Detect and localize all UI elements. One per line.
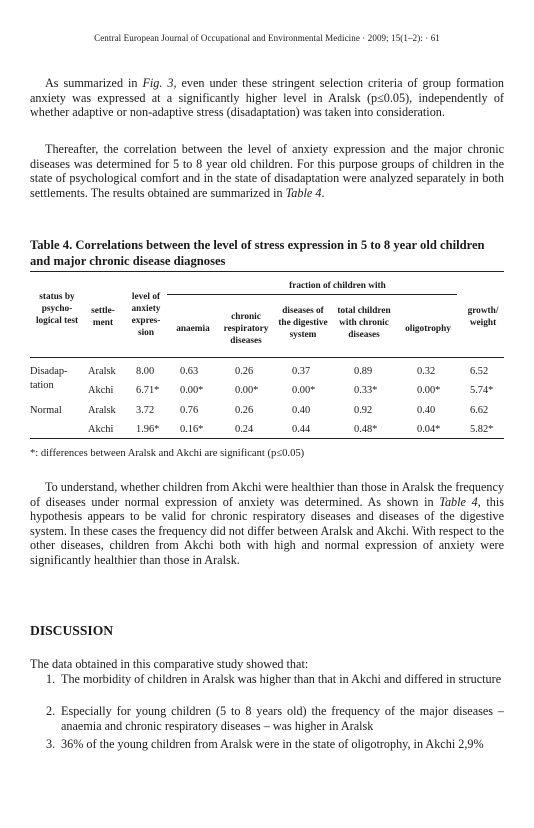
cell-total: 0.33* [354,385,378,396]
list-item [46,704,504,733]
cell-respiratory: 0.26 [235,366,254,377]
cell-oligotrophy: 0.04* [417,424,441,435]
table-top-rule [30,271,504,272]
list-item-number: 3. [46,737,56,751]
cell-digestive: 0.00* [292,385,316,396]
header-oligotrophy: oligotrophy [405,324,451,334]
table-caption-label: Table 4. [30,238,73,252]
cell-settlement: Akchi [88,424,114,435]
cell-settlement: Akchi [88,385,114,396]
cell-digestive: 0.40 [292,405,311,416]
group-label-normal: Normal [30,405,62,416]
table-reference: Table 4 [439,494,478,509]
cell-anxiety: 6.71* [136,385,160,396]
cell-growth: 5.82* [470,424,494,435]
cell-anaemia: 0.16* [180,424,204,435]
cell-digestive: 0.44 [292,424,311,435]
cell-settlement: Aralsk [88,405,116,416]
header-status: status by psycho- logical test [35,292,79,326]
cell-oligotrophy: 0.00* [417,385,441,396]
cell-oligotrophy: 0.40 [417,405,436,416]
cell-respiratory: 0.24 [235,424,254,435]
paragraph-2-text-b: . [321,185,325,200]
running-head: Central European Journal of Occupational and Environmental Medicine · 2009; 15(1–2): · 61 [94,33,440,43]
cell-settlement: Aralsk [88,366,116,377]
section-heading: DISCUSSION [30,623,114,638]
table-caption-text: Correlations between the level of stress expression in 5 to 8 year old children and major chronic disease diagnoses [30,238,485,268]
list-item-number: 1. [46,672,56,686]
paragraph-3 [30,480,504,568]
cell-total: 0.48* [354,424,378,435]
group-header-rule [167,294,457,295]
header-digestive: diseases of the digestive system [278,306,328,340]
cell-total: 0.92 [354,405,373,416]
header-settlement: settle- ment [91,306,115,328]
header-growth: growth/ weight [467,306,499,328]
cell-respiratory: 0.26 [235,405,254,416]
paragraph-1-text-b: even under these stringent selection criteria of group formation anxiety was expressed at a significantly higher level in Aralsk (p≤0.05), independently of whether adaptive or non-adaptive stress (disadaptation) was taken into consideration. [30,76,505,120]
cell-anaemia: 0.76 [180,405,199,416]
paragraph-1 [30,76,504,120]
list-item [46,737,504,752]
paragraph-3-text-b: , this hypothesis appears to be valid for chronic respiratory diseases and diseases of the digestive system. In these cases the frequency did not differ between Aralsk and Akchi. With respect to the other diseases, children from Akchi both with high and normal expression of anxiety were significantly healthier than those in Aralsk. [30,494,504,567]
cell-anaemia: 0.63 [180,366,199,377]
header-anxiety: level of anxiety expres- sion [131,292,161,338]
cell-growth: 6.62 [470,405,489,416]
table-footnote: *: differences between Aralsk and Akchi are significant (p≤0.05) [30,448,305,459]
cell-total: 0.89 [354,366,373,377]
list-intro: The data obtained in this comparative study showed that: [30,657,309,671]
header-anaemia: anaemia [176,324,210,334]
paragraph-1-text-a: As summarized in [45,76,143,90]
cell-anaemia: 0.00* [180,385,204,396]
paragraph-2-text-a: Thereafter, the correlation between the level of anxiety expression and the major chronic diseases was determined for 5 to 8 year old children. For this purpose groups of children in the state of psychological comfort and in the state of disadaptation were analyzed separately in both settlements. The results obtained are summarized in [30,142,504,200]
cell-digestive: 0.37 [292,366,311,377]
cell-growth: 6.52 [470,366,489,377]
figure-reference: Fig. 3, [142,76,177,90]
group-header: fraction of children with [289,281,386,291]
table-bottom-rule [30,438,504,439]
cell-anxiety: 1.96* [136,424,160,435]
paragraph-2 [30,142,504,200]
list-item-number: 2. [46,704,56,718]
cell-oligotrophy: 0.32 [417,366,436,377]
header-total: total children with chronic diseases [337,306,391,340]
paragraph-3-text-a: To understand, whether children from Akchi were healthier than those in Aralsk the frequency of diseases under normal expression of anxiety was determined. As shown in [30,480,504,509]
table-header-rule [30,357,504,358]
header-respiratory: chronic respiratory diseases [223,312,269,346]
table-caption [30,237,504,269]
cell-anxiety: 8.00 [136,366,155,377]
list-item-text: 36% of the young children from Aralsk were in the state of oligotrophy, in Akchi 2,9% [61,737,484,751]
cell-anxiety: 3.72 [136,405,155,416]
group-label-disadaptation: Disadap- tation [30,366,68,391]
list-item [46,672,504,687]
cell-growth: 5.74* [470,385,494,396]
list-item-text: Especially for young children (5 to 8 years old) the frequency of the major diseases – anaemia and chronic respiratory diseases – was higher in Aralsk [61,704,504,733]
table-reference: Table 4 [285,185,322,200]
list-item-text: The morbidity of children in Aralsk was higher than that in Akchi and differed in structure [61,672,502,686]
cell-respiratory: 0.00* [235,385,259,396]
